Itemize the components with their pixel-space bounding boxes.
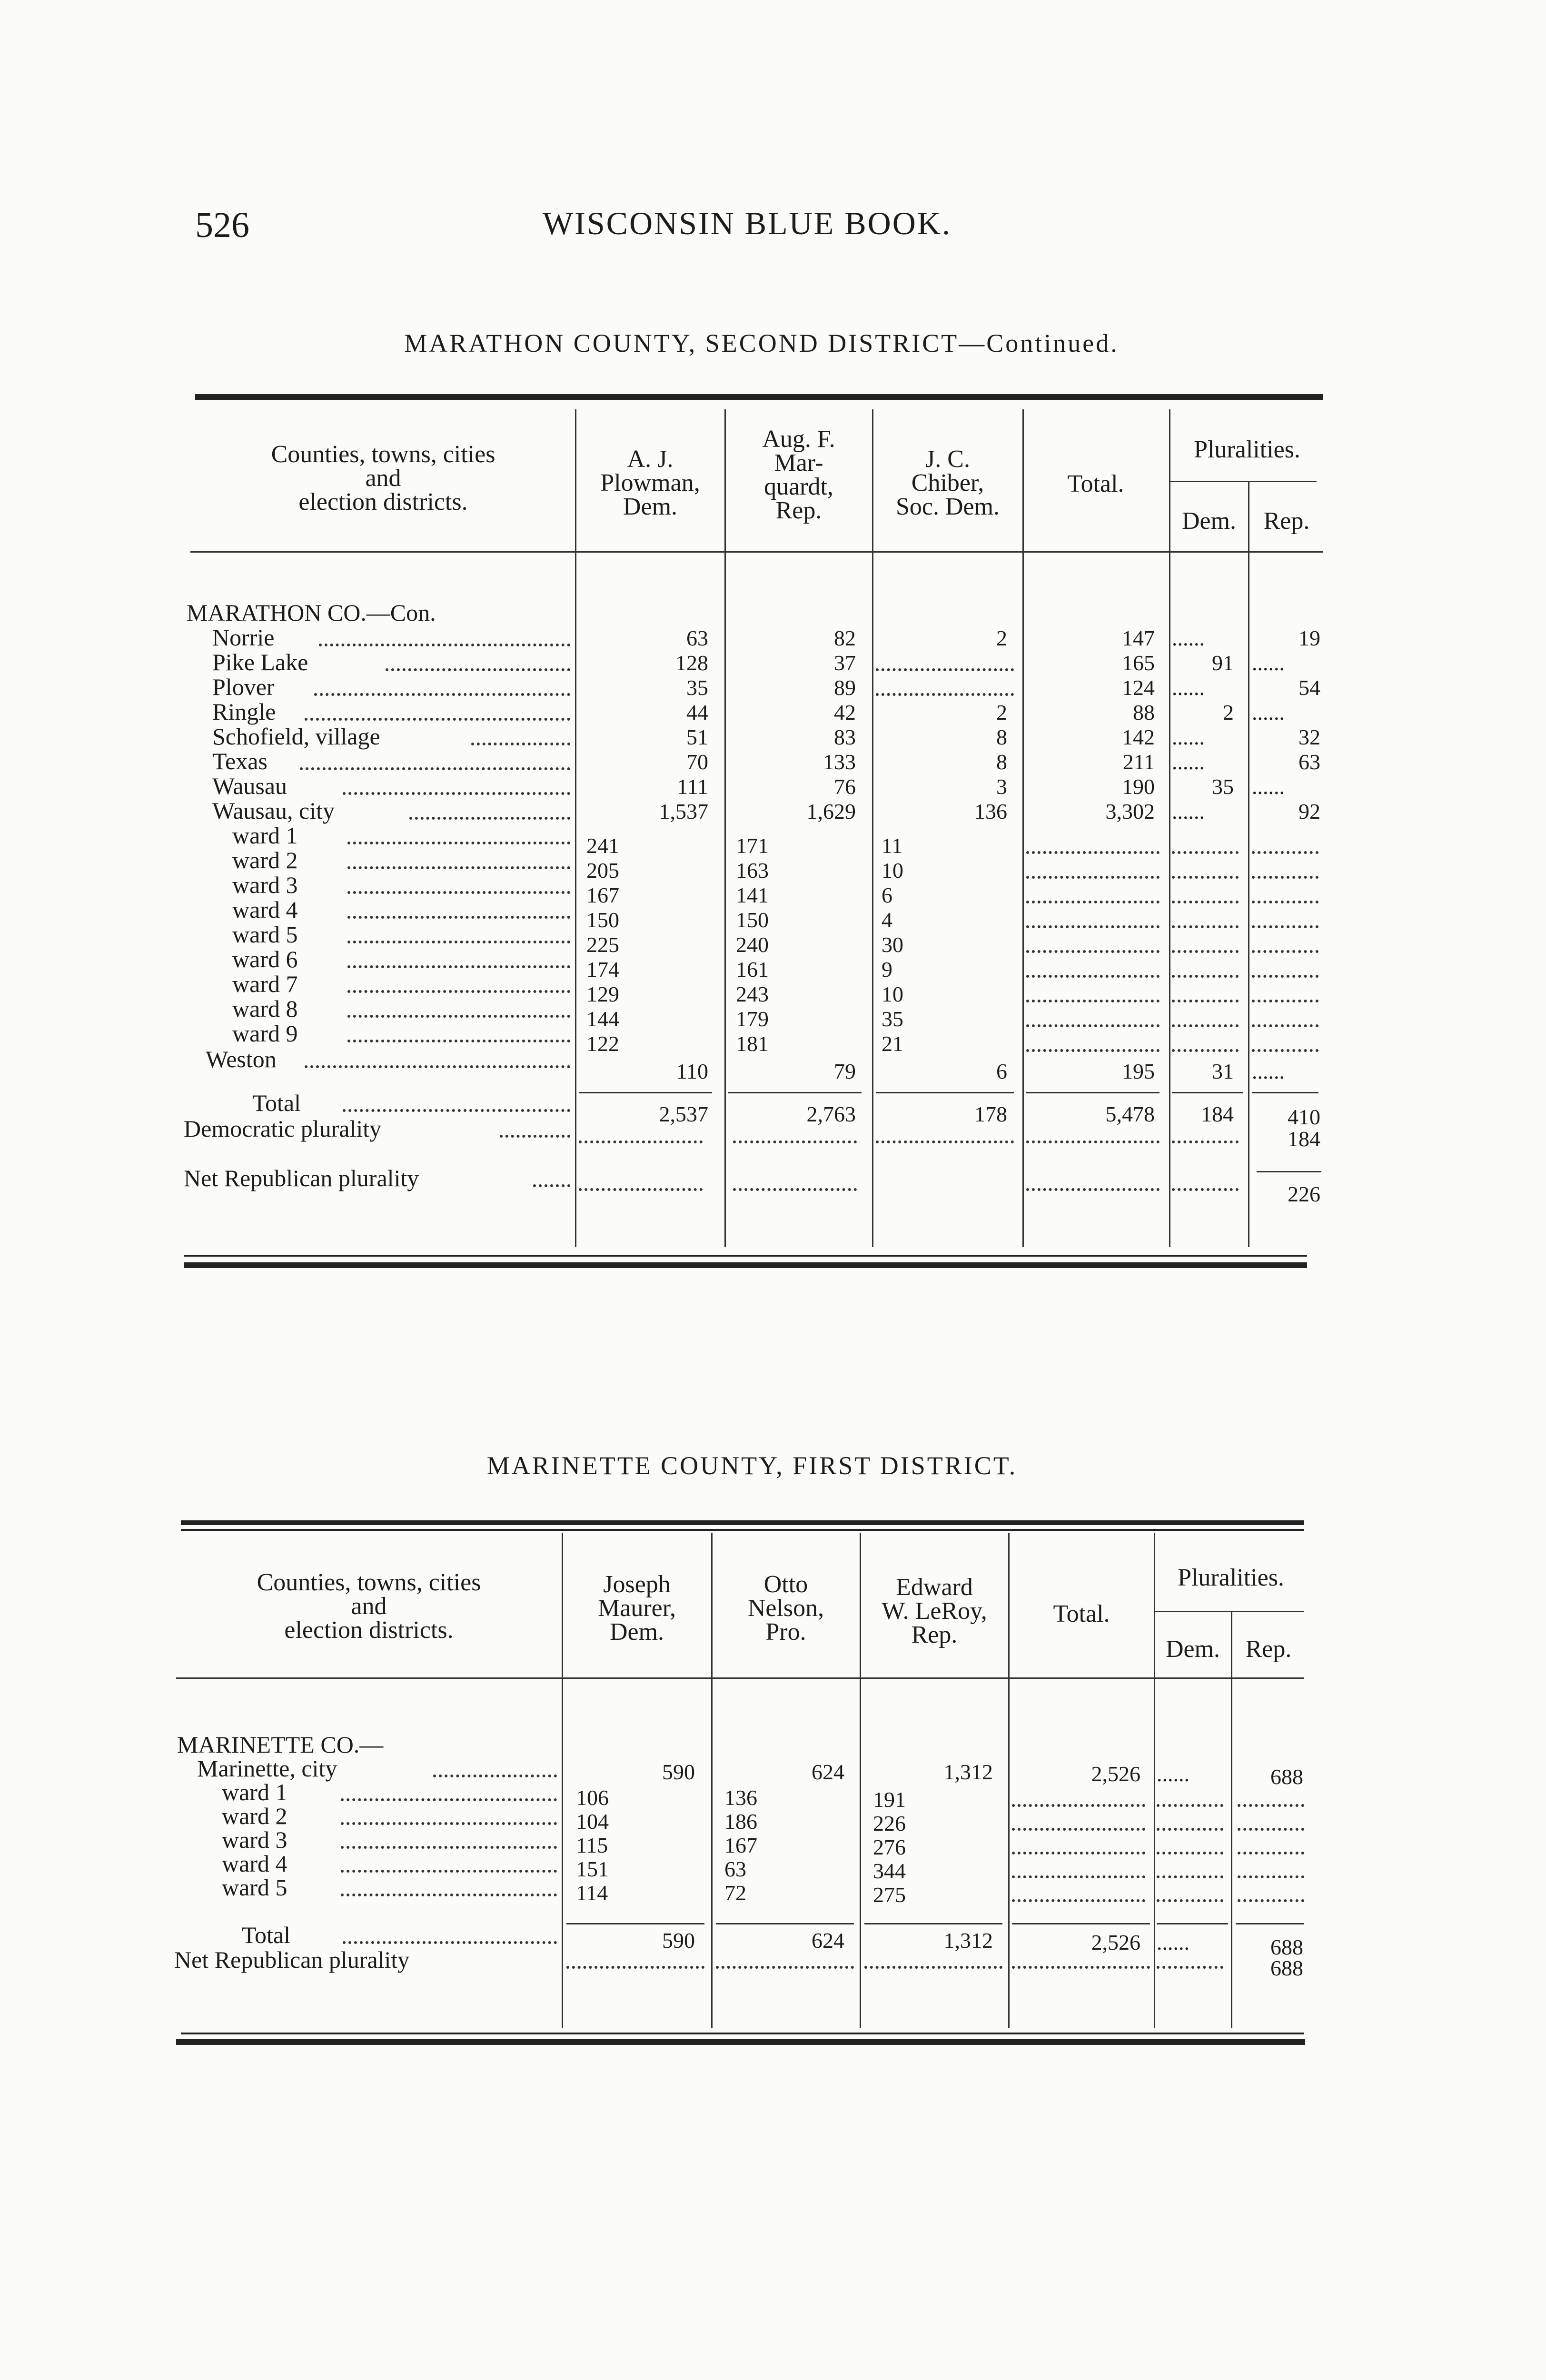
total-value: 147 bbox=[1122, 626, 1155, 650]
leader-dots bbox=[341, 1894, 557, 1896]
c3-value: 8 bbox=[996, 750, 1007, 774]
ward-name: ward 1 bbox=[232, 822, 298, 849]
c1-value: 151 bbox=[576, 1857, 609, 1881]
leader-dots bbox=[1012, 1804, 1145, 1807]
rep-value: ...... bbox=[1252, 651, 1285, 675]
c1-value: 63 bbox=[686, 626, 708, 650]
sum-rule bbox=[1157, 1923, 1228, 1924]
header-line: Dem. bbox=[623, 493, 678, 520]
c2-value: 136 bbox=[724, 1785, 757, 1810]
ward-name: ward 3 bbox=[222, 1826, 287, 1853]
running-head: WISCONSIN BLUE BOOK. bbox=[543, 205, 951, 241]
c1-value: 174 bbox=[586, 957, 619, 982]
sum-rule bbox=[864, 1923, 1002, 1924]
c3-value: 136 bbox=[974, 799, 1007, 823]
row-name: Net Republican plurality bbox=[174, 1946, 410, 1973]
table1-dem-header: Dem. bbox=[1181, 507, 1237, 535]
c3-value: 10 bbox=[882, 858, 903, 883]
table2-header-rule bbox=[176, 1677, 1304, 1679]
ward-name: ward 4 bbox=[232, 896, 298, 923]
header-line: J. C. bbox=[925, 446, 970, 473]
c2-value: 82 bbox=[834, 626, 856, 650]
leader-dots bbox=[1157, 1828, 1223, 1831]
ward-name: ward 1 bbox=[222, 1779, 287, 1805]
ward-name: ward 2 bbox=[232, 847, 298, 873]
rep-value: 410 bbox=[1288, 1105, 1320, 1129]
header-line: W. LeRoy, bbox=[882, 1597, 987, 1625]
c3-value: 35 bbox=[882, 1007, 903, 1031]
c2-value: 186 bbox=[724, 1809, 757, 1834]
c1-value: 129 bbox=[586, 982, 619, 1006]
table2-pluralities-rule bbox=[1154, 1611, 1304, 1612]
c1-value: 144 bbox=[586, 1007, 619, 1031]
rep-value: ...... bbox=[1252, 700, 1285, 724]
c2-value: 37 bbox=[834, 651, 856, 675]
c1-value: 241 bbox=[586, 833, 619, 858]
c3-value: 6 bbox=[882, 883, 892, 907]
total-value: 195 bbox=[1122, 1059, 1155, 1083]
row-name: Norrie bbox=[212, 624, 275, 651]
header-line: Pro. bbox=[765, 1618, 806, 1646]
c1-value: 70 bbox=[686, 750, 708, 774]
c3-value: 4 bbox=[882, 908, 892, 932]
header-line: Nelson, bbox=[747, 1595, 824, 1622]
rep-value: 184 bbox=[1288, 1127, 1320, 1151]
leader-dots bbox=[1157, 1852, 1223, 1854]
header-line: Edward bbox=[896, 1574, 973, 1601]
table1-section-label: MARATHON CO.—Con. bbox=[187, 599, 436, 626]
leader-dots bbox=[341, 1870, 557, 1873]
dem-value: ...... bbox=[1157, 1930, 1189, 1954]
rep-value: 688 bbox=[1270, 1935, 1303, 1959]
ward-name: ward 4 bbox=[222, 1850, 287, 1877]
c2-value: 624 bbox=[812, 1760, 844, 1784]
c3-value: 9 bbox=[882, 957, 892, 982]
sum-rule bbox=[1236, 1923, 1304, 1924]
rep-value: 54 bbox=[1298, 675, 1320, 700]
header-line: Plowman, bbox=[600, 469, 700, 496]
c3-value: 275 bbox=[873, 1883, 906, 1907]
c1-value: 590 bbox=[662, 1760, 695, 1784]
rep-value: 19 bbox=[1298, 626, 1320, 650]
c3-value: 10 bbox=[882, 982, 903, 1006]
c3-value: 226 bbox=[873, 1811, 906, 1835]
rep-value: 688 bbox=[1270, 1956, 1303, 1980]
table1-pluralities-header: Pluralities. bbox=[1194, 436, 1300, 463]
c3-value: 2 bbox=[996, 700, 1007, 724]
c1-value: 2,537 bbox=[659, 1102, 708, 1126]
rep-value: 226 bbox=[1288, 1182, 1320, 1206]
leader-dots bbox=[1012, 1899, 1145, 1902]
total-value: 211 bbox=[1122, 750, 1155, 774]
table2-dem-header: Dem. bbox=[1165, 1636, 1220, 1663]
c1-value: 104 bbox=[576, 1809, 609, 1834]
row-name: Plover bbox=[212, 674, 275, 700]
header-line: Counties, towns, cities bbox=[257, 1569, 481, 1596]
c2-value: 1,629 bbox=[806, 799, 856, 823]
c3-value: 276 bbox=[873, 1835, 906, 1859]
table2-section-label: MARINETTE CO.— bbox=[177, 1731, 384, 1758]
c1-value: 51 bbox=[686, 725, 708, 749]
c2-value: 171 bbox=[736, 833, 769, 858]
row-name: Total bbox=[242, 1922, 291, 1948]
header-line: and bbox=[365, 465, 401, 492]
leader-dots bbox=[1012, 1852, 1145, 1854]
table2-col-divider bbox=[562, 1533, 563, 2028]
table2-col-divider bbox=[860, 1533, 861, 2028]
leader-dots bbox=[716, 1966, 854, 1969]
header-line: Mar- bbox=[774, 449, 823, 476]
dem-value: ...... bbox=[1172, 725, 1205, 749]
c1-value: 35 bbox=[686, 675, 708, 700]
sum-rule bbox=[716, 1923, 854, 1924]
leader-dots bbox=[1238, 1852, 1304, 1854]
total-value: 165 bbox=[1122, 651, 1155, 675]
leader-dots bbox=[1157, 1875, 1223, 1878]
c1-value: 128 bbox=[675, 651, 708, 675]
c2-value: 42 bbox=[834, 700, 856, 724]
c1-value: 150 bbox=[586, 908, 619, 932]
header-line: Counties, towns, cities bbox=[271, 441, 496, 468]
header-line: A. J. bbox=[627, 446, 674, 473]
sum-rule bbox=[566, 1923, 704, 1924]
c1-value: 114 bbox=[576, 1881, 608, 1905]
c2-value: 179 bbox=[736, 1007, 769, 1031]
c1-value: 225 bbox=[586, 932, 619, 957]
dem-value: 91 bbox=[1212, 651, 1234, 675]
leader-dots bbox=[1157, 1899, 1223, 1902]
header-line: quardt, bbox=[764, 473, 833, 500]
c3-value: 2 bbox=[996, 626, 1007, 650]
table1-rep-header: Rep. bbox=[1263, 507, 1310, 535]
table2-bottom-rule bbox=[181, 2033, 1304, 2034]
row-name: Weston bbox=[206, 1046, 277, 1072]
c1-value: 111 bbox=[677, 774, 708, 799]
table2-c3-header bbox=[862, 1576, 1007, 1647]
c2-value: 76 bbox=[834, 774, 856, 799]
leader-dots bbox=[1238, 1899, 1304, 1902]
rep-value: ...... bbox=[1252, 1059, 1285, 1083]
total-value: 124 bbox=[1122, 675, 1155, 700]
c1-value: 1,537 bbox=[659, 799, 708, 823]
c1-value: 110 bbox=[676, 1059, 708, 1083]
table1-total-header: Total. bbox=[1067, 470, 1124, 497]
header-line: and bbox=[351, 1593, 387, 1620]
dem-value: ...... bbox=[1172, 750, 1205, 774]
leader-dots bbox=[341, 1822, 557, 1825]
c3-value: 6 bbox=[996, 1059, 1007, 1083]
c3-value: 3 bbox=[996, 774, 1007, 799]
total-value: 5,478 bbox=[1105, 1102, 1155, 1126]
c2-value: 63 bbox=[724, 1857, 746, 1881]
dem-value: ...... bbox=[1172, 799, 1205, 823]
total-value: 3,302 bbox=[1105, 799, 1155, 823]
c2-value: 181 bbox=[736, 1031, 769, 1056]
ward-name: ward 7 bbox=[232, 971, 298, 997]
header-line: Rep. bbox=[775, 497, 822, 524]
table2-c1-header bbox=[564, 1573, 710, 1644]
leader-dots bbox=[1012, 1966, 1150, 1969]
c3-value: 30 bbox=[882, 932, 903, 957]
rep-value: 32 bbox=[1298, 725, 1320, 749]
table2-top-rule bbox=[181, 1520, 1304, 1525]
leader-dots bbox=[1012, 1875, 1145, 1878]
c3-value: 178 bbox=[974, 1102, 1007, 1126]
c1-value: 167 bbox=[586, 883, 619, 907]
leader-dots bbox=[343, 1941, 557, 1944]
ward-name: ward 3 bbox=[232, 872, 298, 898]
row-name: Wausau bbox=[212, 773, 287, 799]
total-value: 2,526 bbox=[1091, 1762, 1140, 1786]
header-line: Chiber, bbox=[911, 469, 984, 496]
c2-value: 624 bbox=[812, 1928, 844, 1953]
c2-value: 133 bbox=[823, 750, 856, 774]
table2-col-divider bbox=[1008, 1533, 1010, 2028]
ward-name: ward 6 bbox=[232, 946, 298, 972]
row-name: Texas bbox=[212, 748, 268, 774]
c3-value: 344 bbox=[873, 1859, 906, 1883]
leader-dots bbox=[864, 1966, 1002, 1969]
leader-dots bbox=[433, 1775, 557, 1777]
rep-value: 92 bbox=[1298, 799, 1320, 823]
dem-value: 35 bbox=[1212, 774, 1234, 799]
header-line: Soc. Dem. bbox=[895, 493, 1000, 520]
row-name: Ringle bbox=[212, 698, 276, 725]
table2-c2-header bbox=[713, 1573, 859, 1644]
ward-name: ward 2 bbox=[222, 1803, 287, 1829]
c2-value: 89 bbox=[834, 675, 856, 700]
row-name: Net Republican plurality bbox=[184, 1165, 419, 1191]
table2-total-header: Total. bbox=[1053, 1600, 1110, 1627]
header-line: Aug. F. bbox=[762, 426, 835, 453]
c3-value: 8 bbox=[996, 725, 1007, 749]
sum-rule bbox=[1012, 1923, 1150, 1924]
c1-value: 115 bbox=[576, 1833, 608, 1857]
c3-value: 11 bbox=[882, 833, 903, 858]
leader-dots bbox=[1238, 1875, 1304, 1878]
rep-value: 688 bbox=[1270, 1765, 1303, 1789]
table2-pluralities-header: Pluralities. bbox=[1178, 1564, 1284, 1591]
ward-name: ward 8 bbox=[232, 995, 298, 1022]
leader-dots bbox=[341, 1846, 557, 1849]
total-value: 88 bbox=[1133, 700, 1155, 724]
ward-name: ward 5 bbox=[232, 921, 298, 948]
leader-dots bbox=[341, 1798, 557, 1801]
row-name: Schofield, village bbox=[212, 723, 380, 750]
c2-value: 79 bbox=[834, 1059, 856, 1083]
table2-rep-header: Rep. bbox=[1245, 1636, 1292, 1663]
table2-col-divider bbox=[1154, 1533, 1155, 2028]
header-line: election districts. bbox=[298, 488, 468, 516]
header-line: Joseph bbox=[603, 1571, 671, 1598]
table2-col-divider bbox=[1231, 1612, 1232, 2028]
c2-value: 243 bbox=[736, 982, 769, 1006]
c1-value: 44 bbox=[686, 700, 708, 724]
header-line: Rep. bbox=[911, 1621, 958, 1648]
c2-value: 2,763 bbox=[806, 1102, 856, 1126]
c2-value: 240 bbox=[736, 932, 769, 957]
table2-col-divider bbox=[711, 1533, 713, 2028]
table1-caption: MARATHON COUNTY, SECOND DISTRICT—Continued. bbox=[404, 329, 1119, 357]
table2-bottom-rule bbox=[176, 2039, 1305, 2045]
leader-dots bbox=[1012, 1828, 1145, 1831]
dem-value: ...... bbox=[1157, 1762, 1189, 1786]
leader-dots bbox=[1238, 1828, 1304, 1831]
total-value: 190 bbox=[1122, 774, 1155, 799]
row-name: Wausau, city bbox=[212, 797, 335, 824]
c3-value: 1,312 bbox=[943, 1760, 993, 1784]
dem-value: ...... bbox=[1172, 675, 1205, 700]
c3-value: 1,312 bbox=[943, 1928, 993, 1953]
c2-value: 167 bbox=[724, 1833, 757, 1857]
leader-dots bbox=[1157, 1966, 1223, 1969]
leader-dots bbox=[1157, 1804, 1223, 1807]
c2-value: 161 bbox=[736, 957, 769, 982]
c1-value: 122 bbox=[586, 1031, 619, 1056]
rep-value: ...... bbox=[1252, 774, 1285, 799]
total-value: 2,526 bbox=[1091, 1930, 1140, 1954]
total-value: 142 bbox=[1122, 725, 1155, 749]
ward-name: ward 5 bbox=[222, 1874, 287, 1901]
table2-caption: MARINETTE COUNTY, FIRST DISTRICT. bbox=[486, 1451, 1018, 1480]
header-line: election districts. bbox=[284, 1616, 454, 1644]
row-name: Marinette, city bbox=[197, 1755, 337, 1782]
header-line: Maurer, bbox=[598, 1595, 676, 1622]
c2-value: 72 bbox=[724, 1881, 746, 1905]
c2-value: 163 bbox=[736, 858, 769, 883]
row-name: Total bbox=[252, 1090, 301, 1116]
rep-value: 63 bbox=[1298, 750, 1320, 774]
c2-value: 83 bbox=[834, 725, 856, 749]
page-number: 526 bbox=[195, 205, 249, 245]
c1-value: 590 bbox=[662, 1928, 695, 1953]
ward-name: ward 9 bbox=[232, 1020, 298, 1047]
row-name: Democratic plurality bbox=[184, 1115, 382, 1142]
c1-value: 106 bbox=[576, 1785, 609, 1810]
c3-value: 21 bbox=[882, 1031, 903, 1056]
header-line: Otto bbox=[763, 1571, 808, 1598]
dem-value: 2 bbox=[1223, 700, 1234, 724]
c2-value: 150 bbox=[736, 908, 769, 932]
c3-value: 191 bbox=[873, 1787, 906, 1812]
table2-area-header bbox=[181, 1571, 557, 1642]
dem-value: 184 bbox=[1201, 1102, 1234, 1126]
dem-value: 31 bbox=[1212, 1059, 1234, 1083]
c1-value: 205 bbox=[586, 858, 619, 883]
table2-top-rule bbox=[181, 1529, 1304, 1531]
leader-dots bbox=[566, 1966, 704, 1969]
header-line: Dem. bbox=[609, 1618, 664, 1646]
leader-dots bbox=[1238, 1804, 1304, 1807]
row-name: Pike Lake bbox=[212, 649, 308, 675]
dem-value: ...... bbox=[1172, 626, 1205, 650]
c2-value: 141 bbox=[736, 883, 769, 907]
